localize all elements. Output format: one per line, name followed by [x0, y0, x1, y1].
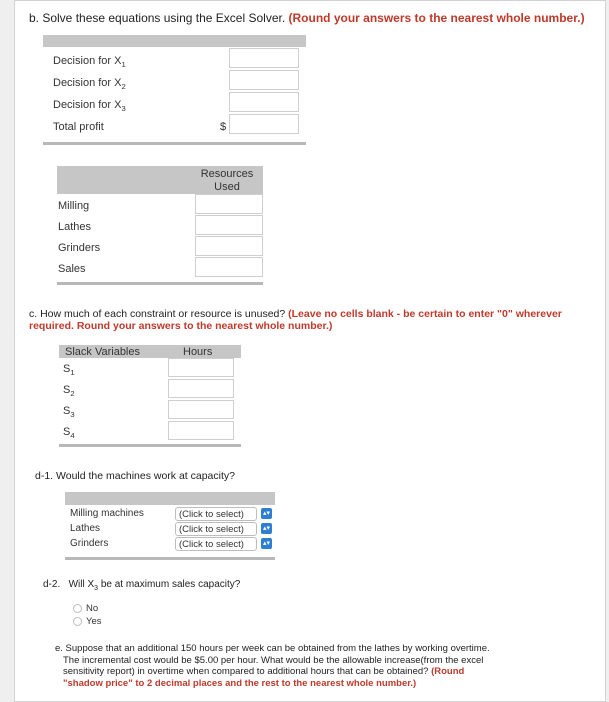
- part-c-question: c. How much of each constraint or resource is unused? (Leave no cells blank - be certain to enter "0" wherever required. Round your answers to the nearest whole number.): [29, 308, 562, 332]
- resource-lathes-label: Lathes: [58, 221, 92, 233]
- decision-x1-input[interactable]: [229, 48, 299, 68]
- lathes-label: Lathes: [70, 523, 101, 534]
- radio-no-label: No: [86, 603, 99, 614]
- decision-table-header: [43, 35, 306, 47]
- resource-lathes-input[interactable]: [195, 215, 263, 235]
- resource-sales-input[interactable]: [195, 257, 263, 277]
- radio-yes-label: Yes: [86, 616, 102, 627]
- decision-x3-input[interactable]: [229, 92, 299, 112]
- grinders-label: Grinders: [70, 538, 109, 549]
- part-d1-question: d-1. Would the machines work at capacity?: [35, 470, 235, 482]
- resource-sales-label: Sales: [58, 263, 86, 275]
- resource-milling-input[interactable]: [195, 194, 263, 214]
- radio-yes[interactable]: [73, 617, 82, 626]
- part-d2-question: d-2. Will $X_3$ be at maximum sales capacity?: [43, 579, 241, 592]
- slack-s4-label: $S_4$: [63, 426, 75, 440]
- chevron-updown-icon[interactable]: ▴▾: [262, 525, 271, 532]
- chevron-updown-icon[interactable]: ▴▾: [262, 510, 271, 517]
- dollar-sign: $: [220, 121, 227, 133]
- resource-milling-label: Milling: [58, 200, 90, 212]
- grinders-select[interactable]: (Click to select): [175, 537, 257, 551]
- decision-table-footer: [43, 142, 306, 145]
- slack-s4-input[interactable]: [168, 421, 234, 440]
- decision-x3-label: Decision for $X_3$: [53, 99, 126, 113]
- milling-select[interactable]: (Click to select): [175, 507, 257, 521]
- total-profit-input[interactable]: [229, 114, 299, 134]
- slack-s1-input[interactable]: [168, 358, 234, 377]
- lathes-select[interactable]: (Click to select): [175, 522, 257, 536]
- decision-x2-label: Decision for $X_2$: [53, 77, 126, 91]
- slack-s2-label: $S_2$: [63, 384, 75, 398]
- slack-s1-label: $S_1$: [63, 363, 75, 377]
- part-b-title: b. Solve these equations using the Excel Solver. (Round your answers to the nearest whole number.): [29, 11, 585, 25]
- slack-s2-input[interactable]: [168, 379, 234, 398]
- resource-grinders-input[interactable]: [195, 236, 263, 256]
- resources-table-footer: [57, 282, 263, 285]
- slack-s3-label: $S_3$: [63, 405, 75, 419]
- resources-used-header: Resources Used: [200, 168, 254, 193]
- hours-header: Hours: [183, 346, 213, 358]
- part-e-question: e. Suppose that an additional 150 hours per week can be obtained from the lathes by working overtime. The incremental cost would be $5.00 per hour. What would be the allowable increase(from the excel sensitivity report) in overtime when compared to additional hours that can be obtained? (Round "shadow price" to 2 decimal places and the rest to the nearest whole number.): [55, 643, 490, 689]
- slack-variables-header: Slack Variables: [65, 346, 140, 358]
- slack-table-footer: [59, 444, 241, 447]
- slack-s3-input[interactable]: [168, 400, 234, 419]
- decision-x2-input[interactable]: [229, 70, 299, 90]
- radio-no[interactable]: [73, 604, 82, 613]
- capacity-table-header: [65, 492, 275, 505]
- capacity-table-footer: [65, 557, 275, 560]
- decision-x1-label: Decision for $X_1$: [53, 55, 126, 69]
- question-page: [14, 0, 606, 702]
- milling-machines-label: Milling machines: [70, 508, 144, 519]
- chevron-updown-icon[interactable]: ▴▾: [262, 540, 271, 547]
- resource-grinders-label: Grinders: [58, 242, 101, 254]
- total-profit-label: Total profit: [53, 121, 104, 133]
